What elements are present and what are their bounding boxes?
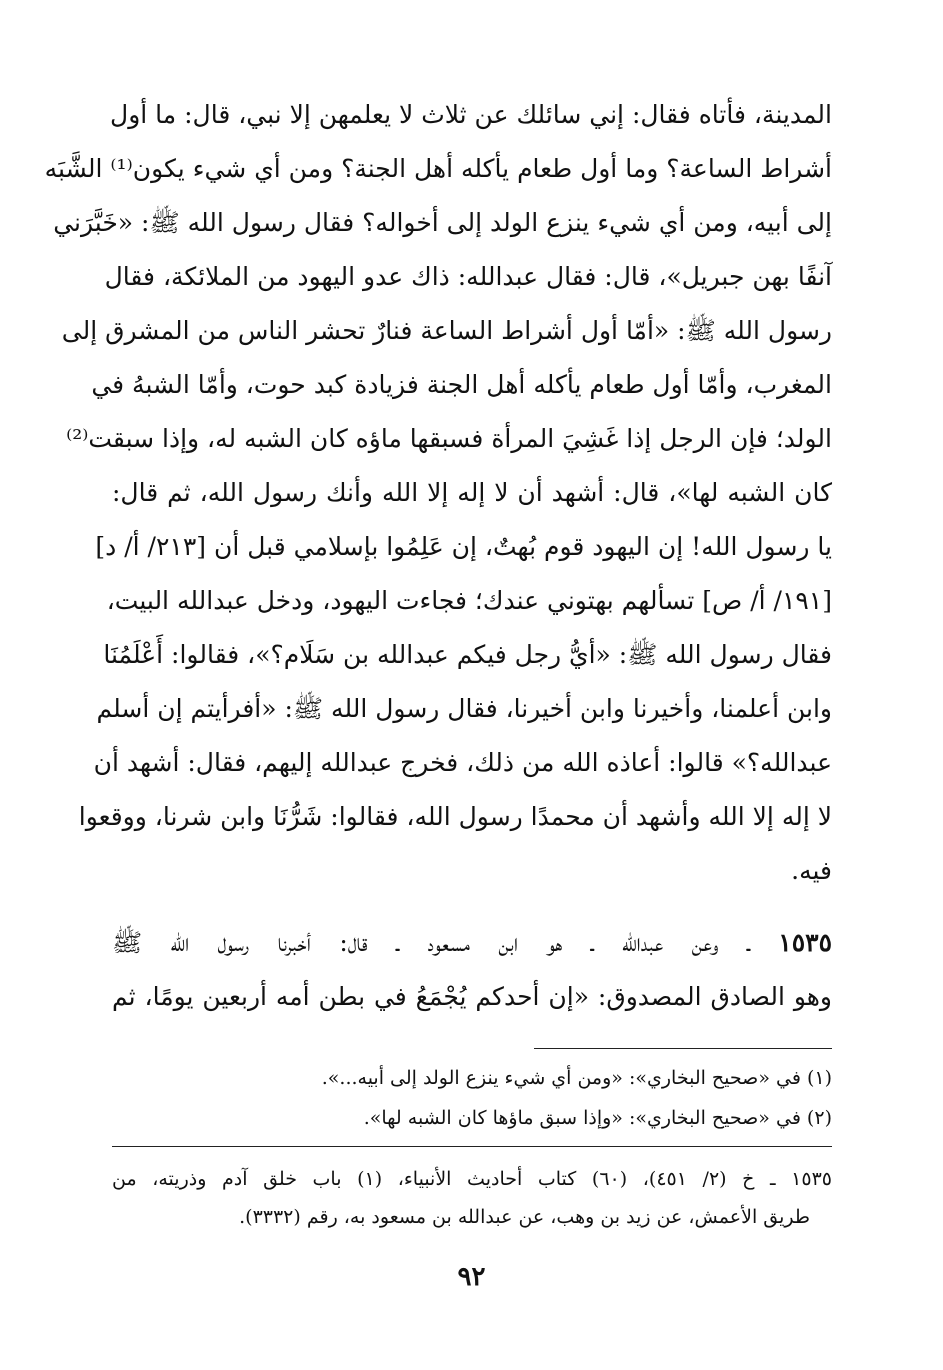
page-number: ٩٢ <box>457 1262 486 1292</box>
footnote: (٢) في «صحيح البخاري»: «وإذا سبق ماؤها كان الشبه لها». <box>363 1107 832 1129</box>
footnote: (١) في «صحيح البخاري»: «ومن أي شيء ينزع الولد إلى أبيه...». <box>321 1067 832 1089</box>
reference-line: ١٥٣٥ ـ خ (٢/ ٤٥١)، (٦٠) كتاب أحاديث الأنبياء، (١) باب خلق آدم وذريته، من <box>112 1168 832 1190</box>
reference-line: طريق الأعمش، عن زيد بن وهب، عن عبدالله بن مسعود به، رقم (٣٣٣٢). <box>239 1206 810 1228</box>
text-line: [١٩١/ أ/ ص] تسألهم بهتوني عندك؛ فجاءت اليهود، ودخل عبدالله البيت، <box>106 586 832 615</box>
text-line: إلى أبيه، ومن أي شيء ينزع الولد إلى أخواله؟ فقال رسول الله ﷺ: «خَبَّرَني <box>53 208 832 237</box>
text-line: كان الشبه لها»، قال: أشهد أن لا إله إلا الله وأنك رسول الله، ثم قال: <box>112 478 832 507</box>
text-line: المدينة، فأتاه فقال: إني سائلك عن ثلاث لا يعلمهن إلا نبي، قال: ما أول <box>110 100 832 129</box>
text-line: أشراط الساعة؟ وما أول طعام يأكله أهل الجنة؟ ومن أي شيء يكون⁽¹⁾ الشَّبَه <box>44 154 832 183</box>
hadith-text: ـ وعن عبدالله ـ هو ابن مسعود ـ قال: أخبرنا رسول الله ﷺ <box>112 928 779 957</box>
text-line: وابن أعلمنا، وأخيرنا وابن أخيرنا، فقال رسول الله ﷺ: «أفرأيتم إن أسلم <box>96 694 832 723</box>
text-line: المغرب، وأمّا أول طعام يأكله أهل الجنة فزيادة كبد حوت، وأمّا الشبهُ في <box>91 370 832 399</box>
references <box>112 1160 832 1236</box>
text-line: الولد؛ فإن الرجل إذا غَشِيَ المرأة فسبقها ماؤه كان الشبه له، وإذا سبقت⁽²⁾ <box>66 424 832 453</box>
reference-separator <box>112 1146 832 1147</box>
footnote-separator <box>534 1048 832 1049</box>
text-line: رسول الله ﷺ: «أمّا أول أشراط الساعة فنارٌ تحشر الناس من المشرق إلى <box>61 316 832 345</box>
text-line: لا إله إلا الله وأشهد أن محمدًا رسول الله، فقالوا: شَرُّنَا وابن شرنا، ووقعوا <box>78 802 832 831</box>
hadith-line <box>112 916 832 970</box>
text-line: فقال رسول الله ﷺ: «أيُّ رجل فيكم عبدالله بن سَلَام؟»، فقالوا: أَعْلَمُنَا <box>103 640 832 669</box>
hadith-line: وهو الصادق المصدوق: «إن أحدكم يُجْمَعُ في بطن أمه أربعين يومًا، ثم <box>112 982 832 1011</box>
text-line: يا رسول الله! إن اليهود قوم بُهتٌ، إن عَلِمُوا بإسلامي قبل أن [٢١٣/ أ/ د] <box>95 532 832 561</box>
text-line: آنفًا بهن جبريل»، قال: فقال عبدالله: ذاك عدو اليهود من الملائكة، فقال <box>104 262 832 291</box>
footnotes <box>112 1058 832 1138</box>
main-text <box>44 88 832 1024</box>
text-line: فيه. <box>791 856 832 885</box>
hadith-number: ١٥٣٥ <box>778 928 832 957</box>
text-line: عبدالله؟» قالوا: أعاذه الله من ذلك، فخرج عبدالله إليهم، فقال: أشهد أن <box>93 748 832 777</box>
